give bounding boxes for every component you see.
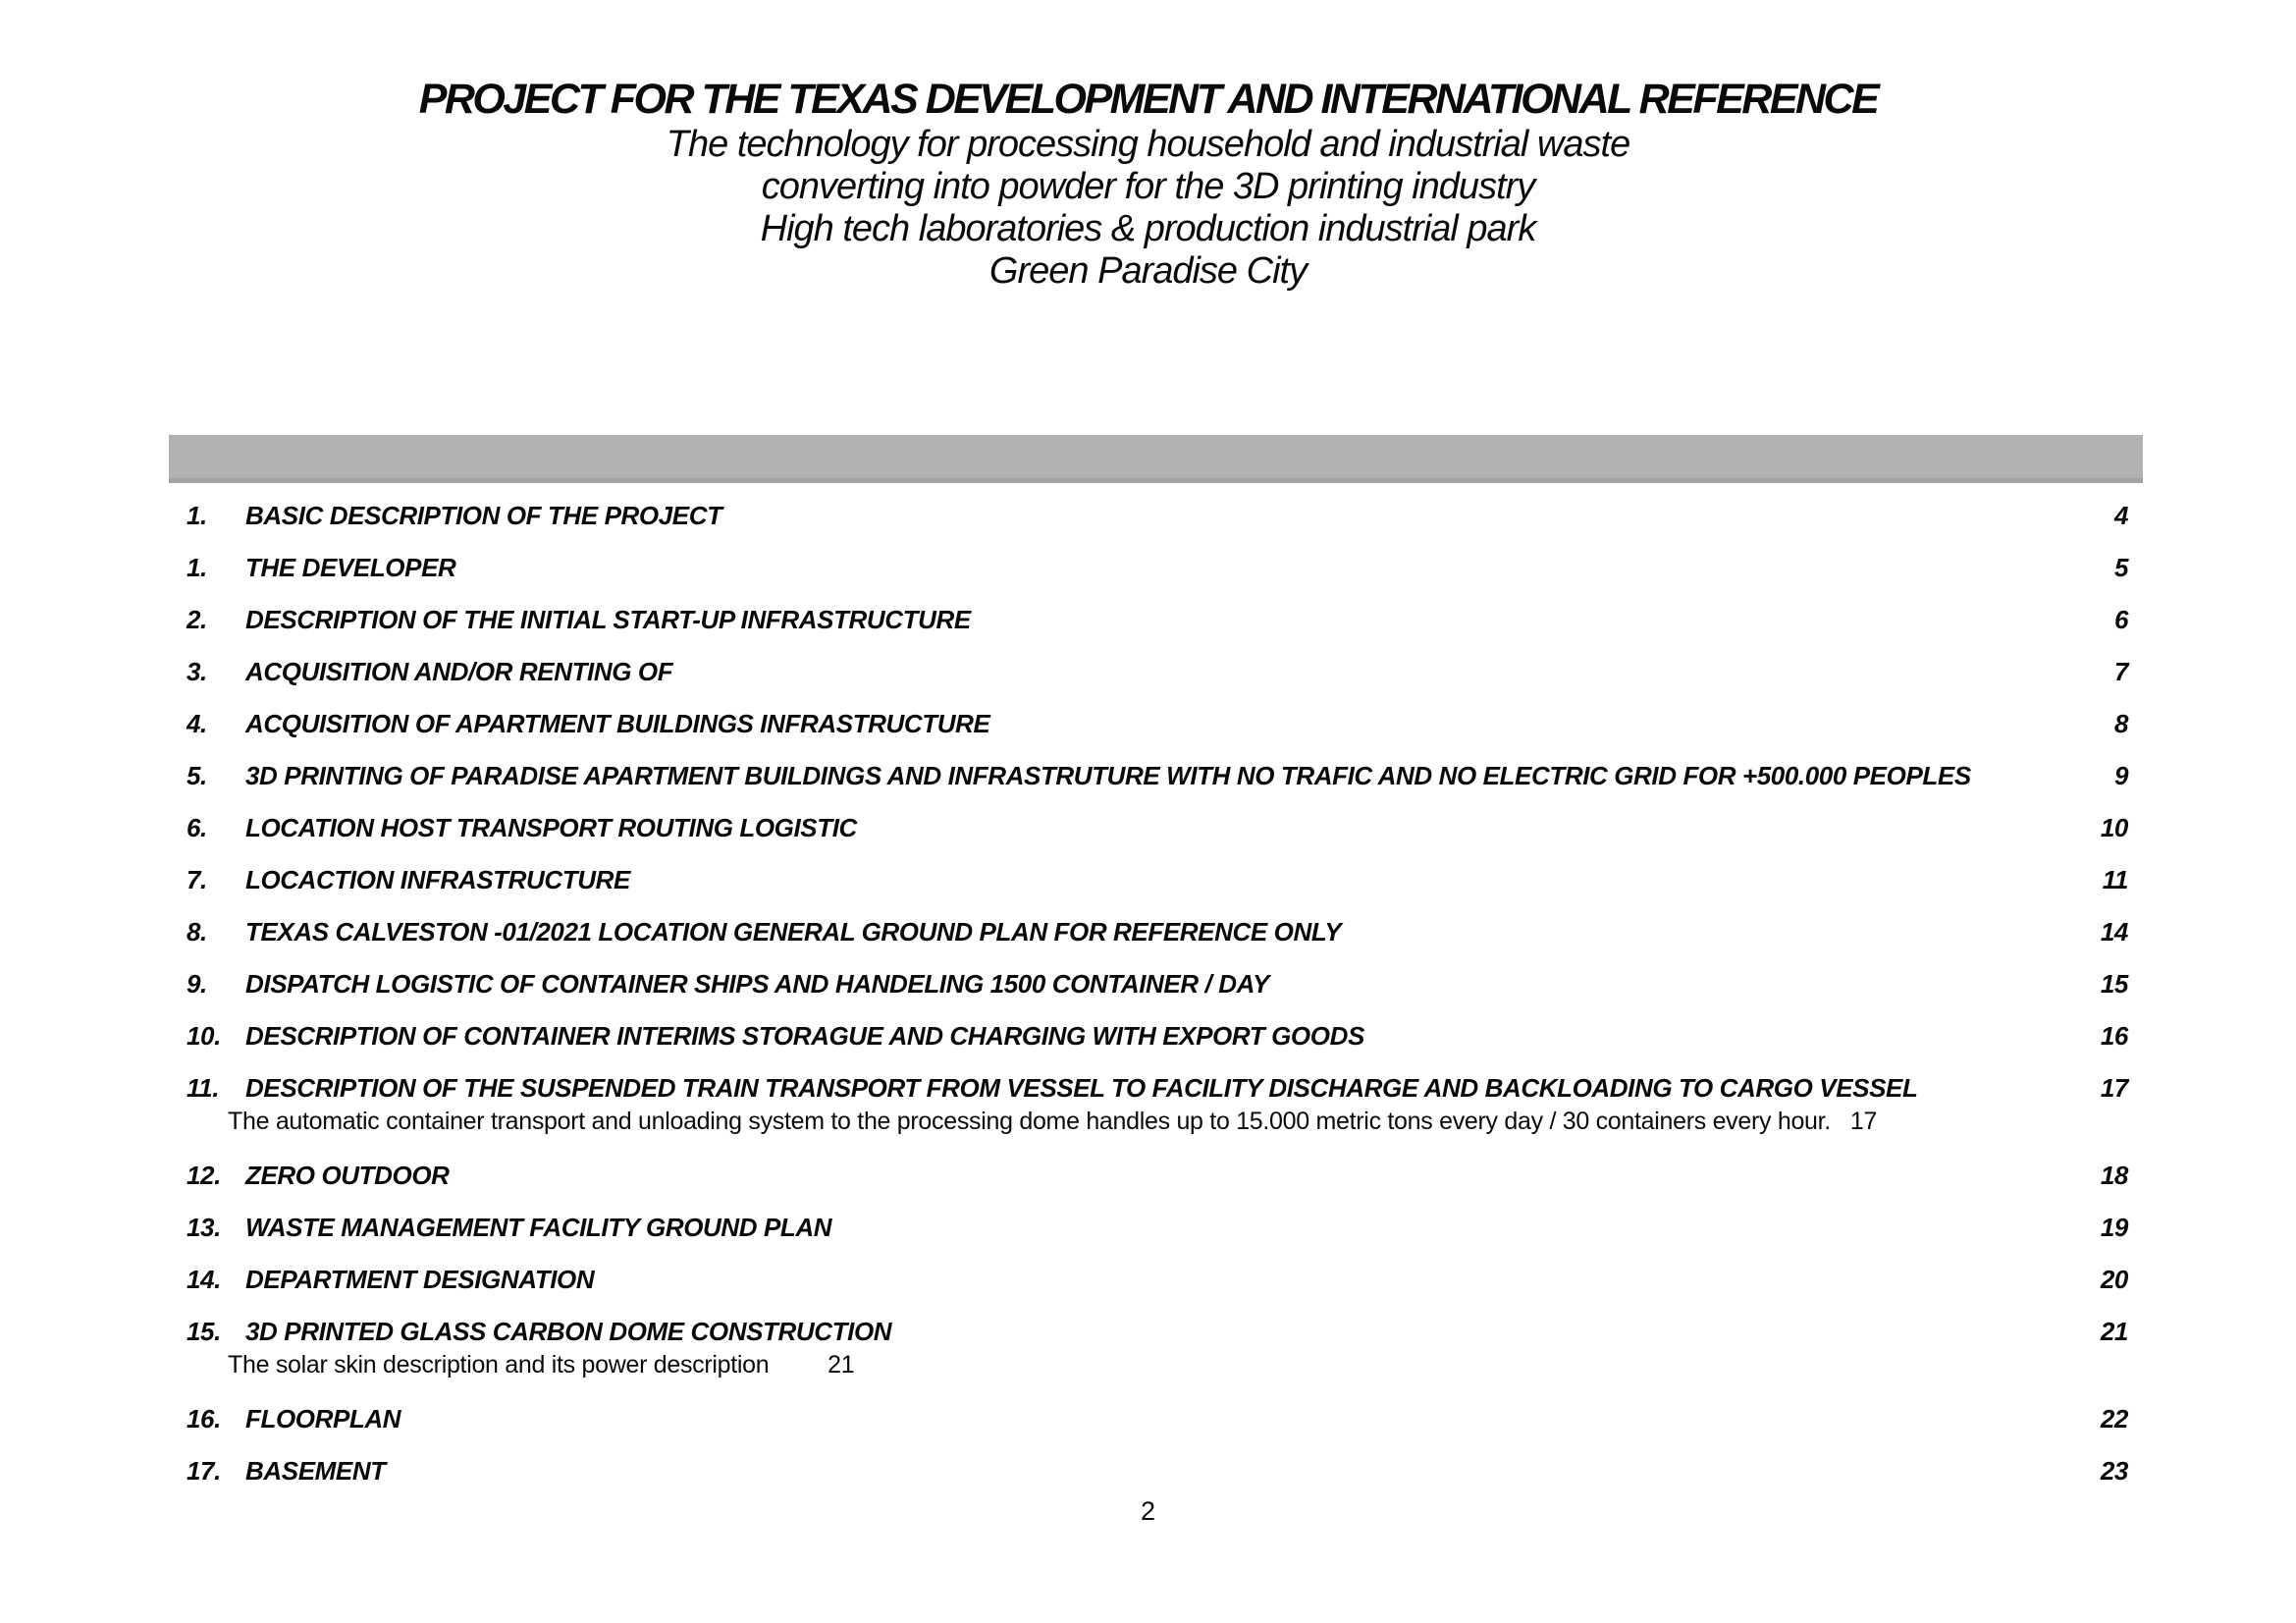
toc-entry-title: ACQUISITION OF APARTMENT BUILDINGS INFRASTRUCTURE — [245, 709, 990, 738]
toc-entry-number: 14. — [187, 1265, 221, 1294]
toc-entry-number: 5. — [187, 761, 207, 790]
toc-heading-bar — [169, 435, 2143, 483]
toc-entry — [187, 656, 2128, 688]
toc-entry — [187, 604, 2128, 636]
toc-entry — [187, 812, 2128, 844]
toc-entry-number: 11. — [187, 1073, 220, 1103]
toc-entry — [187, 1264, 2128, 1296]
document-subtitle-line-4: Green Paradise City — [988, 250, 1308, 292]
toc-entry — [187, 1072, 2128, 1105]
toc-entry-page: 7 — [2113, 657, 2128, 686]
toc-entry-title: DEPARTMENT DESIGNATION — [245, 1265, 595, 1294]
toc-entry-title: LOCATION HOST TRANSPORT ROUTING LOGISTIC — [245, 813, 857, 842]
toc-entry-title: TEXAS CALVESTON -01/2021 LOCATION GENERAL GROUND PLAN FOR REFERENCE ONLY — [245, 917, 1342, 947]
toc-entry-title: BASIC DESCRIPTION OF THE PROJECT — [245, 501, 722, 530]
toc-entry — [187, 500, 2128, 532]
toc-entry-page: 11 — [2102, 865, 2128, 894]
toc-entry-number: 6. — [187, 813, 207, 842]
toc-entry-number: 4. — [187, 709, 207, 738]
toc-entry-number: 13. — [187, 1213, 221, 1242]
toc-entry-number: 3. — [187, 657, 207, 686]
toc-entry-page: 8 — [2113, 709, 2128, 738]
toc-entry-page: 22 — [2100, 1404, 2128, 1434]
toc-entry — [187, 760, 2128, 792]
toc-entry-page: 10 — [2100, 813, 2128, 842]
toc-entry-page: 9 — [2113, 761, 2128, 790]
toc-entry — [187, 1316, 2128, 1348]
toc-entry-number: 17. — [187, 1456, 221, 1486]
toc-entry-number: 8. — [187, 917, 207, 947]
toc-entry-number: 9. — [187, 969, 207, 999]
toc-entry-title: 3D PRINTING OF PARADISE APARTMENT BUILDINGS AND INFRASTRUTURE WITH NO TRAFIC AND NO ELECTRIC GRID FOR +500.000 PEOPLES — [245, 761, 1971, 790]
toc-entry-title: DISPATCH LOGISTIC OF CONTAINER SHIPS AND HANDELING 1500 CONTAINER / DAY — [245, 969, 1269, 999]
toc-entry-subline: The automatic container transport and unloading system to the processing dome handles up to 15.000 metric tons every day / 30 containers every hour. 17 — [228, 1108, 1878, 1135]
table-of-contents — [187, 500, 2128, 1507]
toc-entry-title: FLOORPLAN — [245, 1404, 401, 1434]
toc-entry-number: 10. — [187, 1021, 221, 1051]
toc-entry-number: 1. — [187, 501, 207, 530]
toc-entry-page: 4 — [2113, 501, 2128, 530]
toc-entry — [187, 708, 2128, 740]
toc-entry-page: 19 — [2100, 1213, 2128, 1242]
document-header — [0, 75, 2296, 293]
toc-entry — [187, 968, 2128, 1001]
toc-entry-number: 2. — [187, 605, 207, 634]
toc-entry-page: 17 — [2100, 1073, 2128, 1103]
toc-entry-page: 5 — [2113, 553, 2128, 582]
toc-entry-page: 23 — [2100, 1456, 2128, 1486]
toc-entry-number: 16. — [187, 1404, 221, 1434]
toc-entry-title: THE DEVELOPER — [245, 553, 456, 582]
toc-entry-page: 15 — [2100, 969, 2128, 999]
toc-entry-page: 6 — [2113, 605, 2128, 634]
document-subtitle-line-3: High tech laboratories & production industrial park — [760, 208, 1536, 249]
toc-entry-title: BASEMENT — [245, 1456, 386, 1486]
toc-entry-title: DESCRIPTION OF THE SUSPENDED TRAIN TRANSPORT FROM VESSEL TO FACILITY DISCHARGE AND BACKLOADING TO CARGO VESSEL — [245, 1073, 1918, 1103]
toc-entry-number: 1. — [187, 553, 207, 582]
document-title: PROJECT FOR THE TEXAS DEVELOPMENT AND INTERNATIONAL REFERENCE — [418, 76, 1878, 123]
toc-entry-title: WASTE MANAGEMENT FACILITY GROUND PLAN — [245, 1213, 832, 1242]
toc-entry-title: ACQUISITION AND/OR RENTING OF — [245, 657, 673, 686]
toc-entry-number: 7. — [187, 865, 207, 894]
toc-entry-page: 21 — [2100, 1317, 2128, 1346]
toc-entry-title: ZERO OUTDOOR — [245, 1161, 450, 1190]
toc-entry — [187, 1403, 2128, 1435]
toc-entry-page: 18 — [2100, 1161, 2128, 1190]
toc-entry-title: 3D PRINTED GLASS CARBON DOME CONSTRUCTION — [245, 1317, 892, 1346]
toc-entry — [187, 864, 2128, 896]
document-subtitle-line-1: The technology for processing household and industrial waste — [666, 124, 1630, 165]
toc-entry-number: 12. — [187, 1161, 221, 1190]
toc-entry-title: DESCRIPTION OF CONTAINER INTERIMS STORAGUE AND CHARGING WITH EXPORT GOODS — [245, 1021, 1364, 1051]
document-subtitle-line-2: converting into powder for the 3D printing industry — [761, 166, 1535, 207]
toc-entry — [187, 1212, 2128, 1244]
toc-entry — [187, 1455, 2128, 1488]
toc-entry-page: 20 — [2100, 1265, 2128, 1294]
toc-entry-subline: The solar skin description and its power description 21 — [228, 1351, 855, 1379]
toc-entry-page: 14 — [2100, 917, 2128, 947]
toc-entry — [187, 1020, 2128, 1053]
toc-entry-title: LOCACTION INFRASTRUCTURE — [245, 865, 630, 894]
toc-entry — [187, 916, 2128, 948]
page-number: 2 — [1140, 1496, 1156, 1526]
toc-entry-number: 15. — [187, 1317, 221, 1346]
toc-entry — [187, 1160, 2128, 1192]
toc-entry-page: 16 — [2100, 1021, 2128, 1051]
toc-entry-title: DESCRIPTION OF THE INITIAL START-UP INFRASTRUCTURE — [245, 605, 971, 634]
toc-entry — [187, 552, 2128, 584]
